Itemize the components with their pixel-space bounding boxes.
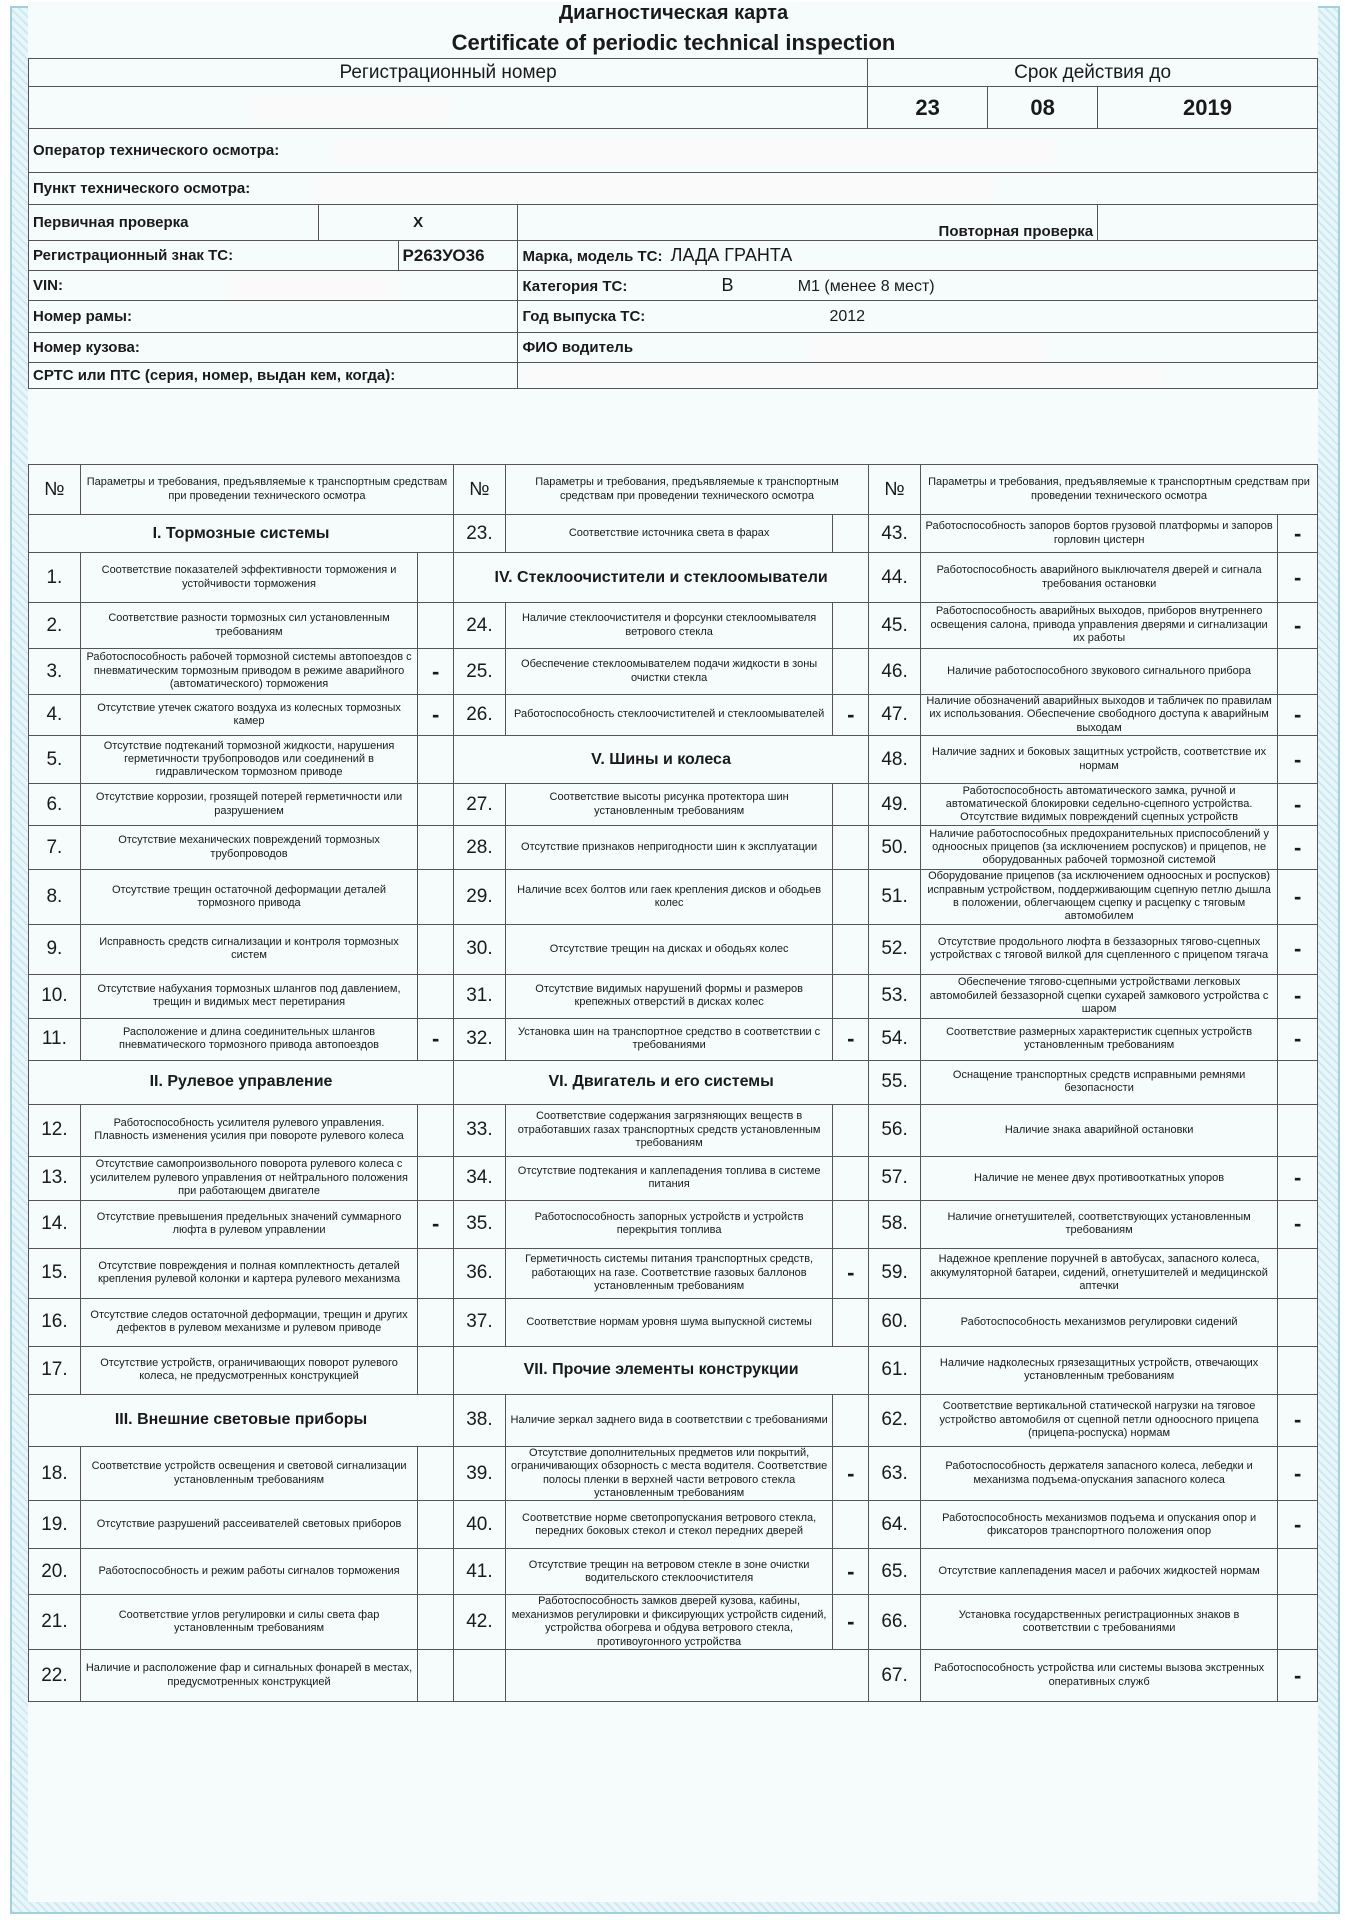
item-result <box>833 603 869 649</box>
item-number: 15. <box>29 1248 81 1298</box>
item-result: - <box>1278 826 1318 870</box>
repeat-mark-cell <box>1098 205 1318 241</box>
item-result <box>418 870 454 925</box>
item-number: 51. <box>869 870 921 925</box>
item-result <box>833 1104 869 1156</box>
item-requirement: Отсутствие повреждения и полная комплектность деталей крепления рулевой колонки и картера рулевого механизма <box>80 1248 417 1298</box>
item-result: - <box>1278 784 1318 826</box>
item-requirement: Наличие не менее двух противооткатных упоров <box>920 1156 1277 1200</box>
item-requirement: Обеспечение стеклоомывателем подачи жидкости в зоны очистки стекла <box>505 649 833 695</box>
item-number: 67. <box>869 1650 921 1702</box>
item-result: - <box>1278 553 1318 603</box>
category-desc: M1 (менее 8 мест) <box>797 278 935 295</box>
item-result <box>418 924 454 974</box>
item-result: - <box>418 649 454 695</box>
item-result <box>833 1298 869 1346</box>
item-number: 30. <box>454 924 506 974</box>
item-requirement: Отсутствие признаков непригодности шин к эксплуатации <box>505 826 833 870</box>
item-result <box>833 515 869 553</box>
item-requirement: Работоспособность устройства или системы вызова экстренных оперативных служб <box>920 1650 1277 1702</box>
item-result: - <box>833 1446 869 1501</box>
item-number: 49. <box>869 784 921 826</box>
item-number: 17. <box>29 1346 81 1394</box>
item-result <box>418 1595 454 1650</box>
item-requirement: Наличие и расположение фар и сигнальных фонарей в местах, предусмотренных конструкцией <box>80 1650 417 1702</box>
item-number: 33. <box>454 1104 506 1156</box>
item-number: 44. <box>869 553 921 603</box>
item-number: 23. <box>454 515 506 553</box>
item-number: 36. <box>454 1248 506 1298</box>
section-heading: V. Шины и колеса <box>454 736 869 784</box>
empty-cell <box>454 1650 506 1702</box>
redacted-srts <box>522 366 1162 386</box>
item-result: - <box>833 695 869 736</box>
item-number: 32. <box>454 1018 506 1060</box>
col-params-header: Параметры и требования, предъявляемые к транспортным средствам при проведении технического осмотра <box>505 465 868 515</box>
item-requirement: Работоспособность замков дверей кузова, кабины, механизмов регулировки и фиксирующих устройств сидений, устройства обогрева и обдува ветрового стекла, противоугонного устройства <box>505 1595 833 1650</box>
item-result <box>418 1346 454 1394</box>
item-number: 1. <box>29 553 81 603</box>
inspection-table <box>28 464 1318 1702</box>
item-requirement: Отсутствие разрушений рассеивателей световых приборов <box>80 1501 417 1549</box>
item-result <box>418 1446 454 1501</box>
plate-value: Р263УО36 <box>398 241 518 271</box>
item-number: 61. <box>869 1346 921 1394</box>
item-result: - <box>1278 736 1318 784</box>
item-result <box>418 1298 454 1346</box>
item-result <box>833 870 869 925</box>
item-requirement: Соответствие показателей эффективности торможения и устойчивости торможения <box>80 553 417 603</box>
item-number: 12. <box>29 1104 81 1156</box>
item-result: - <box>418 1200 454 1248</box>
redacted-operator <box>333 138 1053 164</box>
item-number: 18. <box>29 1446 81 1501</box>
item-result: - <box>1278 1394 1318 1446</box>
item-result <box>1278 1248 1318 1298</box>
col-params-header: Параметры и требования, предъявляемые к транспортным средствам при проведении технического осмотра <box>920 465 1317 515</box>
col-no-header: № <box>454 465 506 515</box>
item-result: - <box>418 1018 454 1060</box>
item-requirement: Отсутствие трещин на ветровом стекле в зоне очистки водительского стеклоочистителя <box>505 1549 833 1595</box>
item-number: 2. <box>29 603 81 649</box>
valid-day: 23 <box>868 87 988 129</box>
item-requirement: Расположение и длина соединительных шлангов пневматического тормозного привода автопоездов <box>80 1018 417 1060</box>
item-number: 66. <box>869 1595 921 1650</box>
item-requirement: Соответствие разности тормозных сил установленным требованиям <box>80 603 417 649</box>
item-requirement: Работоспособность аварийных выходов, приборов внутреннего освещения салона, привода управления дверями и сигнализации их работы <box>920 603 1277 649</box>
item-result: - <box>1278 1018 1318 1060</box>
item-requirement: Обеспечение тягово-сцепными устройствами легковых автомобилей беззазорной сцепки сухарей замкового устройства с шаром <box>920 974 1277 1018</box>
redacted-driver <box>807 335 1047 361</box>
item-requirement: Наличие работоспособных предохранительных приспособлений у одноосных прицепов (за исключением роспусков) и прицепов, не оборудованных рабочей тормозной системой <box>920 826 1277 870</box>
item-number: 11. <box>29 1018 81 1060</box>
item-number: 64. <box>869 1501 921 1549</box>
item-number: 31. <box>454 974 506 1018</box>
item-result: - <box>1278 1501 1318 1549</box>
valid-until-label: Срок действия до <box>868 59 1318 87</box>
col-no-header: № <box>29 465 81 515</box>
item-number: 37. <box>454 1298 506 1346</box>
section-heading: IV. Стеклоочистители и стеклоомыватели <box>454 553 869 603</box>
section-heading: VII. Прочие элементы конструкции <box>454 1346 869 1394</box>
year-value: 2012 <box>829 307 866 325</box>
item-requirement: Исправность средств сигнализации и контроля тормозных систем <box>80 924 417 974</box>
item-result <box>833 1501 869 1549</box>
item-requirement: Соответствие нормам уровня шума выпускной системы <box>505 1298 833 1346</box>
item-requirement: Работоспособность автоматического замка, ручной и автоматической блокировки седельно-сцепного устройства. Отсутствие видимых повреждений сцепных устройств <box>920 784 1277 826</box>
item-requirement: Соответствие размерных характеристик сцепных устройств установленным требованиям <box>920 1018 1277 1060</box>
item-result <box>1278 1298 1318 1346</box>
item-number: 58. <box>869 1200 921 1248</box>
item-number: 24. <box>454 603 506 649</box>
item-requirement: Работоспособность стеклоочистителей и стеклоомывателей <box>505 695 833 736</box>
item-number: 9. <box>29 924 81 974</box>
item-requirement: Наличие зеркал заднего вида в соответствии с требованиями <box>505 1394 833 1446</box>
item-requirement: Наличие надколесных грязезащитных устройств, отвечающих установленным требованиям <box>920 1346 1277 1394</box>
item-requirement: Герметичность системы питания транспортных средств, работающих на газе. Соответствие газовых баллонов установленным требованиям <box>505 1248 833 1298</box>
valid-month: 08 <box>988 87 1098 129</box>
item-requirement: Соответствие содержания загрязняющих веществ в отработавших газах транспортных средств установленным требованиям <box>505 1104 833 1156</box>
item-requirement: Работоспособность запорных устройств и устройств перекрытия топлива <box>505 1200 833 1248</box>
item-requirement: Отсутствие подтеканий тормозной жидкости, нарушения герметичности трубопроводов или соединений в гидравлическом тормозном приводе <box>80 736 417 784</box>
item-result <box>418 553 454 603</box>
item-number: 27. <box>454 784 506 826</box>
redacted-reg-number <box>249 95 449 121</box>
item-number: 65. <box>869 1549 921 1595</box>
item-number: 21. <box>29 1595 81 1650</box>
redacted-point <box>314 176 994 202</box>
item-result <box>1278 649 1318 695</box>
item-number: 5. <box>29 736 81 784</box>
item-result <box>833 924 869 974</box>
make-label: Марка, модель ТС: <box>522 248 663 265</box>
item-number: 45. <box>869 603 921 649</box>
item-number: 35. <box>454 1200 506 1248</box>
item-result <box>418 1104 454 1156</box>
item-result <box>1278 1346 1318 1394</box>
item-result <box>833 974 869 1018</box>
item-number: 3. <box>29 649 81 695</box>
item-requirement: Работоспособность аварийного выключателя дверей и сигнала требования остановки <box>920 553 1277 603</box>
item-requirement: Отсутствие механических повреждений тормозных трубопроводов <box>80 826 417 870</box>
item-number: 20. <box>29 1549 81 1595</box>
item-number: 26. <box>454 695 506 736</box>
item-requirement: Работоспособность запоров бортов грузовой платформы и запоров горловин цистерн <box>920 515 1277 553</box>
item-number: 6. <box>29 784 81 826</box>
item-result <box>833 1156 869 1200</box>
item-requirement: Наличие знака аварийной остановки <box>920 1104 1277 1156</box>
item-number: 8. <box>29 870 81 925</box>
item-result <box>418 736 454 784</box>
item-number: 13. <box>29 1156 81 1200</box>
title-ru: Диагностическая карта <box>558 2 789 24</box>
item-requirement: Отсутствие утечек сжатого воздуха из колесных тормозных камер <box>80 695 417 736</box>
item-requirement: Соответствие источника света в фарах <box>505 515 833 553</box>
item-number: 38. <box>454 1394 506 1446</box>
item-requirement: Установка государственных регистрационных знаков в соответствии с требованиями <box>920 1595 1277 1650</box>
item-result <box>833 649 869 695</box>
item-result: - <box>1278 1200 1318 1248</box>
item-result <box>418 1248 454 1298</box>
item-requirement: Наличие обозначений аварийных выходов и табличек по правилам их использования. Обеспечение свободного доступа к аварийным выходам <box>920 695 1277 736</box>
vin-label: VIN: <box>33 276 63 294</box>
item-number: 63. <box>869 1446 921 1501</box>
item-requirement: Отсутствие коррозии, грозящей потерей герметичности или разрушением <box>80 784 417 826</box>
category-value: B <box>721 275 734 295</box>
item-number: 14. <box>29 1200 81 1248</box>
item-number: 48. <box>869 736 921 784</box>
item-requirement: Отсутствие самопроизвольного поворота рулевого колеса с усилителем рулевого управления от нейтрального положения при работающем двигателе <box>80 1156 417 1200</box>
item-requirement: Отсутствие превышения предельных значений суммарного люфта в рулевом управлении <box>80 1200 417 1248</box>
redacted-vin <box>227 273 397 299</box>
item-requirement: Соответствие вертикальной статической нагрузки на тяговое устройство автомобиля от сцепной петли одноосного прицепа (прицепа-роспуска) нормам <box>920 1394 1277 1446</box>
item-result: - <box>1278 603 1318 649</box>
empty-cell <box>505 1650 868 1702</box>
item-number: 41. <box>454 1549 506 1595</box>
item-number: 50. <box>869 826 921 870</box>
item-number: 62. <box>869 1394 921 1446</box>
item-requirement: Работоспособность держателя запасного колеса, лебедки и механизма подъема-опускания запасного колеса <box>920 1446 1277 1501</box>
header-table <box>28 58 1318 389</box>
item-number: 40. <box>454 1501 506 1549</box>
item-number: 39. <box>454 1446 506 1501</box>
item-requirement: Работоспособность и режим работы сигналов торможения <box>80 1549 417 1595</box>
item-requirement: Отсутствие видимых нарушений формы и размеров крепежных отверстий в дисках колес <box>505 974 833 1018</box>
item-requirement: Наличие задних и боковых защитных устройств, соответствие их нормам <box>920 736 1277 784</box>
primary-mark: X <box>318 205 518 241</box>
item-result <box>833 784 869 826</box>
driver-label: ФИО водитель <box>522 338 634 356</box>
item-requirement: Оснащение транспортных средств исправными ремнями безопасности <box>920 1060 1277 1104</box>
item-number: 52. <box>869 924 921 974</box>
item-result: - <box>833 1018 869 1060</box>
item-result: - <box>1278 515 1318 553</box>
item-result <box>418 1650 454 1702</box>
item-number: 42. <box>454 1595 506 1650</box>
reg-number-label: Регистрационный номер <box>29 59 868 87</box>
item-requirement: Установка шин на транспортное средство в соответствии с требованиями <box>505 1018 833 1060</box>
point-label: Пункт технического осмотра: <box>33 179 251 197</box>
item-number: 7. <box>29 826 81 870</box>
item-result: - <box>833 1248 869 1298</box>
item-number: 25. <box>454 649 506 695</box>
title-en: Certificate of periodic technical inspection <box>451 30 896 55</box>
item-number: 47. <box>869 695 921 736</box>
item-result <box>1278 1549 1318 1595</box>
item-requirement: Оборудование прицепов (за исключением одноосных и роспусков) исправным устройством, поддерживающим сцепную петлю дышла в положении, облегчающем сцепку и расцепку с тяговым автомобилем <box>920 870 1277 925</box>
item-number: 59. <box>869 1248 921 1298</box>
section-heading: VI. Двигатель и его системы <box>454 1060 869 1104</box>
operator-label: Оператор технического осмотра: <box>33 141 280 159</box>
item-result: - <box>1278 1446 1318 1501</box>
item-number: 53. <box>869 974 921 1018</box>
item-result <box>1278 1104 1318 1156</box>
item-requirement: Соответствие устройств освещения и световой сигнализации установленным требованиям <box>80 1446 417 1501</box>
item-requirement: Работоспособность механизмов регулировки сидений <box>920 1298 1277 1346</box>
primary-label: Первичная проверка <box>29 205 319 241</box>
item-requirement: Наличие всех болтов или гаек крепления дисков и ободьев колес <box>505 870 833 925</box>
col-params-header: Параметры и требования, предъявляемые к транспортным средствам при проведении технического осмотра <box>80 465 453 515</box>
item-result: - <box>418 695 454 736</box>
item-requirement: Отсутствие трещин на дисках и ободьях колес <box>505 924 833 974</box>
item-result <box>1278 1060 1318 1104</box>
item-result <box>418 826 454 870</box>
item-requirement: Отсутствие набухания тормозных шлангов под давлением, трещин и видимых мест перетирания <box>80 974 417 1018</box>
srts-label: СРТС или ПТС (серия, номер, выдан кем, когда): <box>29 363 518 389</box>
item-result: - <box>1278 974 1318 1018</box>
item-requirement: Наличие стеклоочистителя и форсунки стеклоомывателя ветрового стекла <box>505 603 833 649</box>
make-value: ЛАДА ГРАНТА <box>670 245 793 265</box>
item-result <box>418 784 454 826</box>
item-result <box>418 1501 454 1549</box>
item-number: 22. <box>29 1650 81 1702</box>
item-requirement: Работоспособность усилителя рулевого управления. Плавность изменения усилия при повороте рулевого колеса <box>80 1104 417 1156</box>
item-number: 16. <box>29 1298 81 1346</box>
item-number: 19. <box>29 1501 81 1549</box>
item-number: 29. <box>454 870 506 925</box>
item-requirement: Отсутствие следов остаточной деформации, трещин и других дефектов в рулевом механизме и рулевом приводе <box>80 1298 417 1346</box>
item-number: 10. <box>29 974 81 1018</box>
item-result: - <box>1278 1650 1318 1702</box>
item-requirement: Надежное крепление поручней в автобусах, запасного колеса, аккумуляторной батареи, сидений, огнетушителей и медицинской аптечки <box>920 1248 1277 1298</box>
plate-label: Регистрационный знак ТС: <box>29 241 399 271</box>
item-number: 4. <box>29 695 81 736</box>
item-result <box>418 1549 454 1595</box>
col-no-header: № <box>869 465 921 515</box>
item-result: - <box>1278 695 1318 736</box>
item-requirement: Соответствие норме светопропускания ветрового стекла, передних боковых стекол и стекол передних дверей <box>505 1501 833 1549</box>
item-result <box>833 1394 869 1446</box>
item-requirement: Отсутствие продольного люфта в беззазорных тягово-сцепных устройствах с тяговой вилкой для сцепленного с прицепом тягача <box>920 924 1277 974</box>
item-result <box>418 974 454 1018</box>
item-number: 54. <box>869 1018 921 1060</box>
repeat-label: Повторная проверка <box>518 205 1098 241</box>
item-requirement: Соответствие высоты рисунка протектора шин установленным требованиям <box>505 784 833 826</box>
item-result <box>418 603 454 649</box>
frame-label: Номер рамы: <box>29 301 518 333</box>
year-label: Год выпуска ТС: <box>522 307 646 325</box>
item-requirement: Наличие работоспособного звукового сигнального прибора <box>920 649 1277 695</box>
item-result <box>833 1200 869 1248</box>
item-requirement: Работоспособность механизмов подъема и опускания опор и фиксаторов транспортного положения опор <box>920 1501 1277 1549</box>
item-requirement: Отсутствие трещин остаточной деформации деталей тормозного привода <box>80 870 417 925</box>
item-number: 60. <box>869 1298 921 1346</box>
item-number: 43. <box>869 515 921 553</box>
item-number: 57. <box>869 1156 921 1200</box>
valid-year: 2019 <box>1098 87 1318 129</box>
item-result <box>418 1156 454 1200</box>
item-result: - <box>1278 870 1318 925</box>
item-number: 34. <box>454 1156 506 1200</box>
item-number: 56. <box>869 1104 921 1156</box>
section-heading: III. Внешние световые приборы <box>29 1394 454 1446</box>
item-requirement: Отсутствие каплепадения масел и рабочих жидкостей нормам <box>920 1549 1277 1595</box>
item-result: - <box>833 1549 869 1595</box>
item-requirement: Отсутствие дополнительных предметов или покрытий, ограничивающих обзорность с места водителя. Соответствие полосы пленки в верхней части ветрового стекла установленным требованиям <box>505 1446 833 1501</box>
category-label: Категория ТС: <box>522 278 628 295</box>
item-requirement: Отсутствие подтекания и каплепадения топлива в системе питания <box>505 1156 833 1200</box>
item-requirement: Соответствие углов регулировки и силы света фар установленным требованиям <box>80 1595 417 1650</box>
item-requirement: Отсутствие устройств, ограничивающих поворот рулевого колеса, не предусмотренных конструкцией <box>80 1346 417 1394</box>
item-requirement: Работоспособность рабочей тормозной системы автопоездов с пневматическим тормозным приводом в режиме аварийного (автоматического) торможения <box>80 649 417 695</box>
item-result <box>833 826 869 870</box>
section-heading: I. Тормозные системы <box>29 515 454 553</box>
item-result: - <box>833 1595 869 1650</box>
body-label: Номер кузова: <box>29 333 518 363</box>
item-result: - <box>1278 924 1318 974</box>
item-requirement: Наличие огнетушителей, соответствующих установленным требованиям <box>920 1200 1277 1248</box>
item-number: 46. <box>869 649 921 695</box>
item-result: - <box>1278 1156 1318 1200</box>
item-number: 55. <box>869 1060 921 1104</box>
item-number: 28. <box>454 826 506 870</box>
section-heading: II. Рулевое управление <box>29 1060 454 1104</box>
item-result <box>1278 1595 1318 1650</box>
